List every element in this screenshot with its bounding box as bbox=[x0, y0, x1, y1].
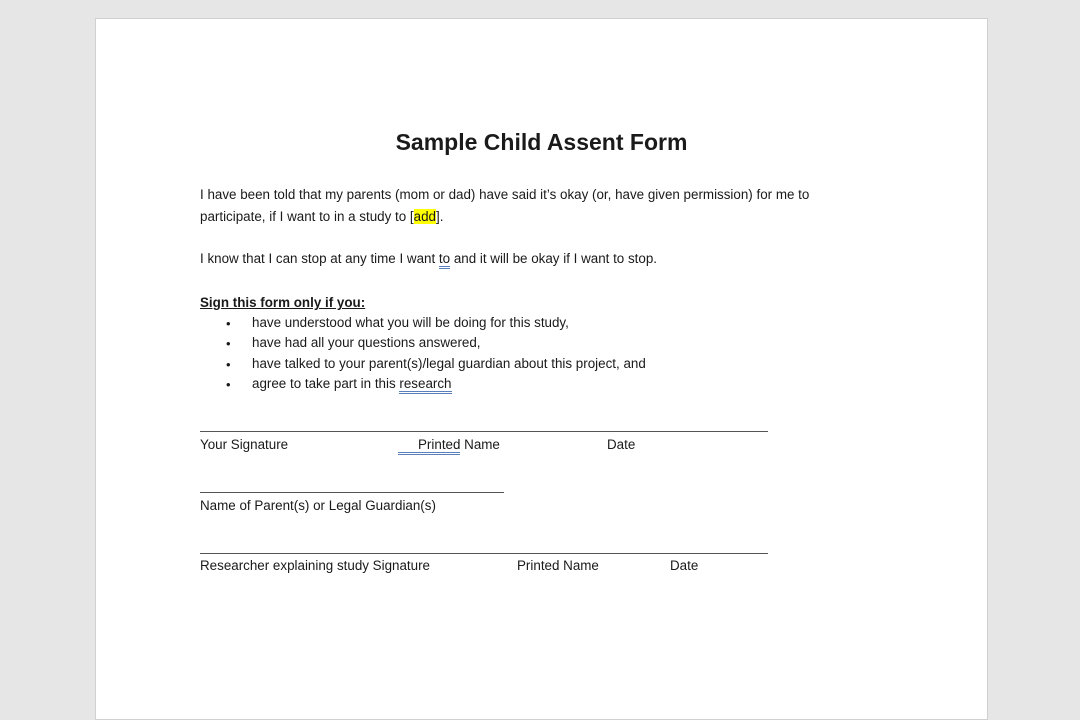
paragraph-1-line-1: I have been told that my parents (mom or dad) have said it’s okay (or, have given permission) for me to bbox=[200, 187, 810, 202]
parent-name-label: Name of Parent(s) or Legal Guardian(s) bbox=[200, 498, 436, 513]
bullet-icon: • bbox=[226, 357, 231, 372]
your-signature-label: Your Signature bbox=[200, 437, 289, 452]
bullet-icon: • bbox=[226, 336, 231, 351]
paragraph-2 bbox=[200, 251, 657, 267]
sign-heading: Sign this form only if you: bbox=[200, 295, 366, 310]
researcher-signature-label: Researcher explaining study Signature bbox=[200, 558, 431, 573]
document-title: Sample Child Assent Form bbox=[395, 129, 688, 155]
printed-name-label bbox=[398, 437, 500, 453]
text: participate, if I want to in a study to [ bbox=[200, 209, 414, 224]
signature-line bbox=[200, 431, 768, 432]
paragraph-1-line-2 bbox=[200, 209, 443, 225]
bullet-item bbox=[252, 376, 452, 392]
date-label: Date bbox=[670, 558, 699, 573]
grammar-flag[interactable]: research bbox=[399, 376, 451, 394]
date-label: Date bbox=[607, 437, 636, 452]
text: ]. bbox=[435, 209, 444, 224]
text: agree to take part in this bbox=[252, 376, 400, 391]
highlighted-placeholder: add bbox=[413, 209, 436, 224]
signature-line bbox=[200, 492, 504, 493]
grammar-flag[interactable]: Printed bbox=[398, 437, 460, 455]
printed-name-label: Printed Name bbox=[517, 558, 599, 573]
bullet-icon: • bbox=[226, 316, 231, 331]
text: and it will be okay if I want to stop. bbox=[450, 251, 658, 266]
text: I know that I can stop at any time I want bbox=[200, 251, 439, 266]
bullet-item: have had all your questions answered, bbox=[252, 335, 481, 350]
bullet-item: have talked to your parent(s)/legal guardian about this project, and bbox=[252, 356, 646, 371]
bullet-item: have understood what you will be doing for this study, bbox=[252, 315, 569, 330]
signature-line bbox=[200, 553, 768, 554]
bullet-icon: • bbox=[226, 377, 231, 392]
text: Name bbox=[460, 437, 500, 452]
grammar-flag[interactable]: to bbox=[439, 251, 450, 269]
document-page bbox=[95, 18, 988, 720]
